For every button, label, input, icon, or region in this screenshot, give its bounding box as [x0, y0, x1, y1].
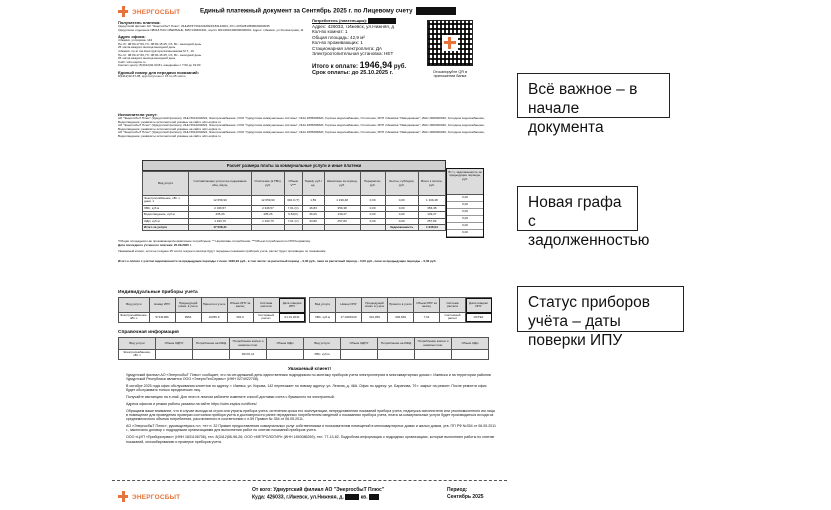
table-cell: 0,00 [360, 196, 385, 206]
table-cell: 46,83 [302, 205, 324, 211]
meter-header-cell: Предыдущий показ. в учете [175, 298, 201, 313]
charges-table-title: Расчет размера платы за коммунальные услуги и иные платежи [142, 160, 446, 171]
document-title [200, 7, 456, 15]
meter-header-cell: Объем ОДПУ [156, 338, 193, 350]
meter-cell: 331,959 [362, 313, 388, 323]
arrears-cell: 0,00 [447, 202, 483, 209]
table-cell [302, 225, 324, 231]
table-row [143, 196, 446, 206]
recipient-line: Удмуртское отделение N8618 ПАО СБЕРБАНК, БИК 049401601, кор/сч 30101810400000000601; Адрес: г.Ижевск, ул.Холмогорова, 11 [118, 27, 304, 32]
meter-cell: 17-0180130 [336, 313, 362, 323]
table-cell: 0,00 [360, 218, 385, 224]
redacted-account [416, 7, 456, 15]
office-line: г.Ижевск, пр-кт им.Конструктора Калашникова М.Т., 19 [118, 48, 194, 53]
meter-header-cell: Объем ИПУ за месяц [414, 298, 440, 313]
note: Уважаемый клиент, если не позднее 25 числа текущего месяца будут переданы показания приборов учета, расчет будет произведен по показаниям. [118, 249, 327, 254]
meter-header-cell: Потребление на ИЖД [378, 338, 415, 350]
table-cell: 356,38 [324, 205, 360, 211]
meter-header-cell: Объем ОДПУ [341, 338, 378, 350]
footer-logo-text: ЭНЕРГОСБЫТ [132, 493, 181, 501]
info-paragraph: АО «ЭнергосбыТ Плюс», руководствуясь п.п. «е» п. 32 Правил предоставления коммунальных услуг собственникам и пользователям помещений в многоквартирных домах и жилых домов, утв. ПП РФ №354 от 06.05.2011 г., заключило договор с подрядными организациями для выполнения работ по снятию показаний приборов учета. [126, 424, 496, 433]
info-paragraph: Удмуртский филиал АО «ЭнергосбыТ Плюс» сообщает, что на сегодняшний день единственным подрядчиком по монтажу приборов учета электроэнергии в многоквартирных домах г. Ижевска и на территории районов Удмуртской Республики является ООО «ЭнергоТехСервис» (ИНН 0274922708). [126, 373, 491, 382]
recipient-label: Получатель платежа: [118, 20, 161, 25]
info-paragraph: Адреса офисов и режим работы указаны на сайте https://udm.esplus.ru/offices/ [126, 401, 257, 406]
meter-cell: 57131996 [149, 313, 175, 323]
footer-period [447, 487, 484, 501]
notes-block [118, 240, 498, 263]
site-link[interactable]: Сайт: udm.esplus.ru [118, 59, 146, 64]
meter-cell: 10256,9 [201, 313, 227, 323]
table-header-cell: Тариф, руб./ед. [302, 172, 324, 196]
table-cell: 1 199,48 [324, 196, 360, 206]
footer-logo [118, 491, 180, 503]
payer-rooms: Кол-во комнат: 1 [312, 29, 348, 35]
arrears-cell: 0,00 [447, 230, 483, 237]
plus-logo-icon [442, 35, 458, 51]
table-sum-row [143, 225, 446, 231]
table-cell: 33,80 [302, 218, 324, 224]
meter-header-cell: Потребление жилых и нежилых пом. [415, 338, 452, 350]
table-cell [360, 225, 385, 231]
table-cell: 7,61 (С) [284, 218, 302, 224]
services-text: АО "ЭнергосбыТ Плюс" (Удмуртский филиал), ИНН 5612042824, Электроснабжение; ООО "Удмуртские коммунальные системы", ИНН 1835066820, Горячее водоснабжение, Отопление; МУП г.Ижевска "Ижводоканал", ИНН 1826000020, Холодное водоснабжение, Водоотведение; реквизиты исполнителей указаны на сайте udm.esplus.ru [118, 123, 485, 131]
meter-cell: ХВС, куб.м [310, 313, 336, 323]
info-paragraph: Получайте квитанцию на e-mail. Для этого в личном кабинете измените способ доставки счета с бумажного на электронный. [126, 395, 335, 400]
meter-header-cell: Дата поверки ИПУ [279, 298, 305, 313]
charges-table [142, 171, 446, 231]
table-cell: 302,9 (Т) [284, 196, 302, 206]
meter-header-cell: Предыдущий показ. в учете [362, 298, 388, 313]
meter-cell: Системный расчет [440, 313, 466, 323]
info-paragraph: В октябре 2025 года офис обслуживания клиентов по адресу: г. Ижевск, ул. Кирова, 142 переезжает по новому адресу: ул. Ленина, д. 46А. Офис по адресу: ул. Баранова, 79 г. закрыт на ремонт. После ремонта офис будет обслуживать только юридических лиц. [126, 384, 487, 393]
table-header-cell: Перерасчет, руб. [360, 172, 385, 196]
meter-cell: 01.01.2031 [279, 313, 305, 323]
meter-header-cell: Принято в учете [388, 298, 414, 313]
to-line: Кyда: 426033, г.Ижевск, ул.Нижняя, д. кв. [252, 494, 384, 501]
table-cell: 0,00 [385, 196, 418, 206]
greeting: Уважаемый клиент! [287, 366, 331, 371]
meter-header-cell: Потребление жилых и нежилых пом. [230, 338, 267, 350]
envelope-footer [112, 480, 507, 510]
table-cell: 435,26 [251, 212, 284, 218]
table-header-cell: Всего к оплате, руб. [418, 172, 445, 196]
total-to-pay: Итого к оплате: 1946,94 руб. [312, 60, 407, 71]
services-block [118, 112, 498, 139]
table-cell: 435,26 [189, 212, 252, 218]
meter-cell: 9954 [175, 313, 201, 323]
payment-deadline: Срок оплаты: до 25.10.2025 г. [312, 70, 394, 77]
logo-text: ЭНЕРГОСБЫТ [132, 8, 181, 16]
meter-header-cell: Принято в учете [201, 298, 227, 313]
meter-header-cell: Объем ОДН [452, 338, 489, 350]
office-line: г.Ижевск, ул.Кирова, 142 [118, 38, 153, 43]
payer-address: Адрес: 426033, г.Ижевск, ул.Нижняя, д [312, 24, 395, 29]
meter-cell: Системный расчет [253, 313, 279, 323]
table-header-cell: Объем V*** [284, 172, 302, 196]
office-line: 25 числа каждого месяца выходной день [118, 45, 176, 50]
arrears-column-header: В т.ч. задолженность за предыдущие периоды, руб. [447, 169, 483, 195]
table-cell: 2 346,57 [251, 205, 284, 211]
info-paragraph: ООО «ЦУП «Приборсервис» (ИНН 1831106706), тел. 8(3412)56-96-26; ООО «МЕТРОЛОГИЯ» (ИНН 1840086269), тел. 77-13-82. Подробная информация о подрядных организациях, которые выполняют работы по снятию показаний, опломбированию и проверке приборов учета. [126, 435, 495, 444]
meter-header-cell: Номер ИПУ [336, 298, 362, 313]
charges-table-wrap [142, 160, 484, 234]
table-cell: 7,61 (С) [284, 205, 302, 211]
table-cell: 0,00 [360, 212, 385, 218]
single-phone-label: Единый номер для передачи показаний: [118, 69, 199, 75]
arrears-cell: 0,00 [447, 216, 483, 223]
table-cell: 6,81(С) [284, 212, 302, 218]
meters-title: Индивидуальные приборы учета [118, 290, 198, 295]
payment-document [112, 0, 507, 510]
table-cell: 139,27 [418, 212, 445, 218]
table-header-cell: Отопление (в ГВС), руб. [251, 172, 284, 196]
info-text [126, 373, 496, 446]
table-cell: 356,38 [418, 205, 445, 211]
services-text: АО "ЭнергосбыТ Плюс" (Удмуртский филиал), ИНН 5612042824, Электроснабжение; ООО "Удмуртские коммунальные системы", ИНН 1835066820, Горячее водоснабжение, Отопление; МУП г.Ижевска "Ижводоканал", ИНН 1826000020, Холодное водоснабжение, Водоотведение; реквизиты исполнителей указаны на сайте udm.esplus.ru [118, 130, 485, 138]
table-cell: 12 659,90 [251, 196, 284, 206]
office-line: 25 числа каждого месяца выходной день [118, 56, 176, 61]
contact-phone: Контакт-центр: 8(3412)32-03-81, ежедневно с 7:00 до 19:00 [118, 63, 201, 68]
meter-cell: 7,61 [414, 313, 440, 323]
table-cell: 12 659,90 [189, 196, 252, 206]
meter-header-cell: Дата поверки ИПУ [466, 298, 492, 313]
table-header-cell: Составляющие услуги на содержание общ. имущ. [189, 172, 252, 196]
table-cell: 1 199,48 [418, 196, 445, 206]
meter-cell: ИСТЕК [466, 313, 492, 323]
period-value: Сентябрь 2025 [447, 494, 484, 500]
table-cell: 0,00 [385, 212, 418, 218]
meter-cell [156, 350, 193, 360]
table-cell: 0,00 [385, 205, 418, 211]
table-cell: 36,06 [302, 212, 324, 218]
arrears-cell: 0,00 [447, 209, 483, 216]
table-cell: 1,59 [302, 196, 324, 206]
meter-cell: Электроснабжение, кВт·ч [119, 350, 156, 360]
table-cell: 0,00 [360, 205, 385, 211]
meters-table-2 [309, 297, 492, 323]
meter-header-cell: Потребление на ИЖД [193, 338, 230, 350]
office-line: Пн-Чт: 08:00-17:00, Пт: 08:00-15:45, Сб, Вс - выходной день [118, 41, 202, 46]
meter-cell [193, 350, 230, 360]
recipient-block [118, 18, 308, 79]
meter-cell: Электроснабжение, кВт·ч [120, 313, 148, 321]
table-cell: 2 346,57 [189, 205, 252, 211]
from-line: От кого: Удмуртский филиал АО "ЭнергосбыТ Плюс" [252, 487, 385, 493]
company-logo [118, 6, 180, 18]
meter-cell: 339,669 [388, 313, 414, 323]
meter-header-cell: Номер ИПУ [149, 298, 175, 313]
office-line: Пн-Чт: 08:00-17:00, Пт: 08:00-15:45, Сб, Вс - выходной день [118, 52, 202, 57]
meter-header-cell: Вид услуги [119, 298, 150, 313]
callout-meter-status: Статус приборов учёта – даты поверки ИПУ [517, 286, 684, 332]
payer-area: Общая площадь: 42,9 м² [312, 34, 365, 40]
table-cell [251, 225, 284, 231]
sum-extra: 17 008,41 [189, 225, 252, 231]
qr-code[interactable] [427, 20, 473, 66]
table-cell: 257,83 [324, 218, 360, 224]
info-paragraph: Обращаем ваше внимание, что в случае выхода из строя или утраты прибора учета, истечения срока его эксплуатации, непредставления показаний прибора учета, недопуска исполнителя или уполномоченного им лица в помещение для проведения проверки состояния прибора учета и достоверности ранее переданных потребителем сведений о показаниях прибора учета, плата за коммунальные услуги будет производиться исходя из среднемесячного объема потребления, рассчитанного в соответствии с п.59 Правил № 354 от 06.05.2011. [126, 408, 495, 422]
plus-logo-icon [118, 6, 130, 18]
payer-block [312, 18, 422, 76]
recipient-line: Удмуртский филиал АО "ЭнергосбыТ Плюс", ИНН/КПП 5612042824/183143001, Р/сч 40702810568020000035 [118, 24, 270, 28]
qr-caption: Отсканируйте QR в приложении банка [432, 70, 468, 79]
meter-header-cell: Система расчета [253, 298, 279, 313]
meter-header-cell: Вид услуги [310, 298, 336, 313]
meter-cell: 302,9 [227, 313, 253, 323]
table-header-cell: Льготы, субсидии, руб. [385, 172, 418, 196]
meters-table-1 [118, 297, 306, 323]
office-label: Адрес офиса: [118, 34, 146, 40]
table-cell: 257,83 [418, 218, 445, 224]
table-cell: 1 233,75 [189, 218, 252, 224]
table-cell: 0,00 [385, 218, 418, 224]
period-label: Период: [447, 487, 468, 493]
services-text: АО "ЭнергосбыТ Плюс" (Удмуртский филиал), ИНН 5612042824, Электроснабжение; ООО "Удмуртские коммунальные системы", ИНН 1835066820, Горячее водоснабжение, Отопление; МУП г.Ижевска "Ижводоканал", ИНН 1826000020, Холодное водоснабжение, Водоотведение; реквизиты исполнителей указаны на сайте udm.esplus.ru [118, 116, 485, 124]
meter-header-cell: Объем ИПУ за месяц [227, 298, 253, 313]
meter-header-cell: Вид услуги [119, 338, 156, 350]
single-phone: 8(3412)32-57-95, круглосуточно с 15 по 25 число [118, 73, 186, 78]
meter-cell [341, 350, 378, 360]
plus-logo-icon [118, 491, 130, 503]
reference-table [118, 337, 489, 360]
payer-heating: Электроотопительная установка: НЕТ [312, 51, 394, 57]
callout-important-first: Всё важное – в начале документа [517, 73, 670, 118]
meter-cell [415, 350, 452, 360]
table-cell: ОДН, куб.м [143, 218, 189, 224]
sum-value: 1 946,94 [418, 225, 445, 231]
arrears-cell: 0,00 [447, 195, 483, 202]
table-cell: 1 233,75 [251, 218, 284, 224]
meter-cell [452, 350, 489, 360]
payer-label: Потребитель (плательщик): [312, 18, 422, 24]
meter-cell: 36170,41 [230, 350, 267, 360]
footer-address [252, 487, 384, 501]
services-label: Исполнители услуг: [118, 112, 158, 117]
table-cell: 139,27 [324, 212, 360, 218]
payer-stove: Стационарная электроплита: ДА [312, 45, 383, 51]
note: *Общая площадь/кол-во проживающих/нормативное потребление; ** Нормативы потребления; ***Объем потребления по ИПУ/нормативу [118, 239, 311, 243]
payer-residents: Кол-во проживающих: 1 [312, 40, 363, 46]
table-header-cell: Вид услуги [143, 172, 189, 196]
sum-label: Итого за услуги [143, 225, 189, 231]
meter-cell [378, 350, 415, 360]
note: Дата последнего учтенного платежа: 25.09.2025 г. [118, 242, 192, 247]
table-cell: Водоотведение, куб.м [143, 212, 189, 218]
document-title-text: Единый платежный документ за Сентябрь 2025 г. по Лицевому счету [200, 7, 413, 15]
table-cell [284, 225, 302, 231]
meter-header-cell: Объем ОДН [267, 338, 304, 350]
meter-cell: ХВС, куб.м [304, 350, 341, 360]
meter-header-cell: Система расчета [440, 298, 466, 313]
arrears-column [446, 168, 484, 238]
reference-title: Справочная информация [118, 330, 179, 335]
table-cell: ХВС, куб.м [143, 205, 189, 211]
meter-cell [267, 350, 304, 360]
table-cell [324, 225, 360, 231]
table-header-cell: Начислено за период, руб. [324, 172, 360, 196]
meter-header-cell: Вид услуги [304, 338, 341, 350]
table-cell: Электроснабжение, кВт·ч, днев. 1 [143, 196, 189, 206]
callout-new-arrears-column: Новая графа с задолженностью [517, 186, 638, 231]
note: Итого к оплате с учетом задолженности за предыдущие периоды с пени: 1946,94 руб., в том числе: за расчетный период – 0,00 руб., пени за расчетный период – 0,00 руб., пени за предыдущие периоды – 0,00 руб. [118, 258, 437, 263]
table-cell: Задолженность [385, 225, 418, 231]
arrears-cell: 0,00 [447, 223, 483, 230]
